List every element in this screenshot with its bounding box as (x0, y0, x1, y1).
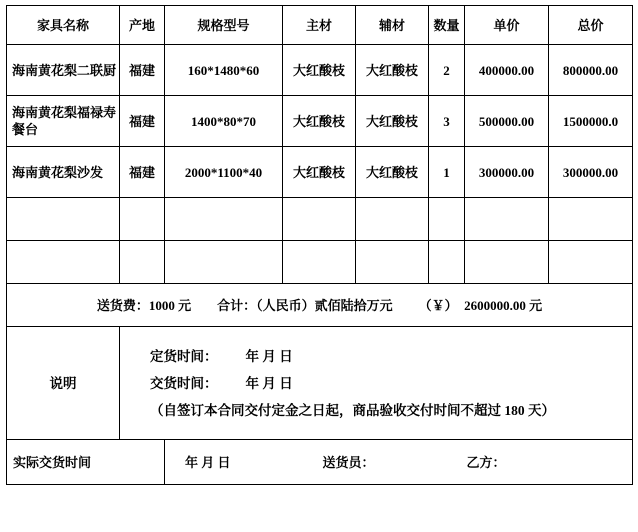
cell-price (465, 198, 549, 241)
note-label: 说明 (7, 327, 120, 440)
cell-total: 1500000.0 (549, 96, 633, 147)
cell-spec (165, 198, 283, 241)
table-row (7, 45, 633, 96)
cell-price: 500000.00 (465, 96, 549, 147)
column-header-name: 家具名称 (7, 6, 120, 45)
cell-qty: 2 (429, 45, 465, 96)
cell-material: 大红酸枝 (283, 147, 356, 198)
cell-submaterial: 大红酸枝 (356, 96, 429, 147)
column-header-total: 总价 (549, 6, 633, 45)
note-body (120, 327, 633, 440)
cell-total: 800000.00 (549, 45, 633, 96)
cell-origin: 福建 (120, 96, 165, 147)
column-header-origin: 产地 (120, 6, 165, 45)
cell-origin: 福建 (120, 147, 165, 198)
cell-material: 大红酸枝 (283, 45, 356, 96)
order-form-sheet (0, 5, 638, 532)
cell-origin: 福建 (120, 45, 165, 96)
column-header-material: 主材 (283, 6, 356, 45)
sum-label: 合计：（人民币） (217, 297, 315, 313)
order-time-value: 年 月 日 (245, 348, 293, 364)
deliver-time-label: 交货时间： (150, 375, 218, 391)
table-row (7, 96, 633, 147)
cell-qty: 1 (429, 147, 465, 198)
cell-submaterial (356, 241, 429, 284)
cell-qty: 3 (429, 96, 465, 147)
currency-symbol: （￥） (418, 297, 458, 313)
cell-material (283, 241, 356, 284)
delivery-fee-label: 送货费： (96, 297, 149, 313)
actual-delivery-row (7, 440, 633, 485)
party-b-label: 乙方： (466, 454, 506, 470)
cell-submaterial: 大红酸枝 (356, 45, 429, 96)
cell-spec: 160*1480*60 (165, 45, 283, 96)
cell-submaterial: 大红酸枝 (356, 147, 429, 198)
column-header-qty: 数量 (429, 6, 465, 45)
courier-label: 送货员： (322, 454, 375, 470)
furniture-order-table (6, 5, 633, 485)
sum-amount: 2600000.00 元 (464, 297, 543, 313)
deliver-time-line (128, 370, 626, 397)
column-header-spec: 规格型号 (165, 6, 283, 45)
fee-summary-row (7, 284, 633, 327)
cell-spec: 2000*1100*40 (165, 147, 283, 198)
cell-price: 300000.00 (465, 147, 549, 198)
clause-line (128, 397, 626, 424)
cell-name (7, 241, 120, 284)
column-header-price: 单价 (465, 6, 549, 45)
table-row-empty (7, 198, 633, 241)
actual-date-value: 年 月 日 (185, 454, 231, 470)
deliver-time-value: 年 月 日 (245, 375, 293, 391)
table-row (7, 147, 633, 198)
table-header-row (7, 6, 633, 45)
delivery-fee-value: 1000 元 (148, 297, 192, 313)
order-time-line (128, 343, 626, 370)
cell-spec (165, 241, 283, 284)
cell-qty (429, 241, 465, 284)
actual-delivery-label: 实际交货时间 (7, 440, 165, 485)
order-time-label: 定货时间： (150, 348, 218, 364)
cell-total (549, 241, 633, 284)
cell-total (549, 198, 633, 241)
cell-total: 300000.00 (549, 147, 633, 198)
column-header-submaterial: 辅材 (356, 6, 429, 45)
clause-text: （自签订本合同交付定金之日起，商品验收交付时间不超过 180 天） (150, 402, 555, 418)
cell-name: 海南黄花梨福禄寿餐台 (7, 96, 120, 147)
cell-name: 海南黄花梨沙发 (7, 147, 120, 198)
cell-qty (429, 198, 465, 241)
fee-summary-cell (7, 284, 633, 327)
note-row (7, 327, 633, 440)
cell-origin (120, 241, 165, 284)
cell-price: 400000.00 (465, 45, 549, 96)
cell-submaterial (356, 198, 429, 241)
cell-material: 大红酸枝 (283, 96, 356, 147)
table-row-empty (7, 241, 633, 284)
cell-material (283, 198, 356, 241)
cell-price (465, 241, 549, 284)
actual-delivery-body (165, 440, 633, 485)
cell-name: 海南黄花梨二联厨 (7, 45, 120, 96)
cell-name (7, 198, 120, 241)
cell-origin (120, 198, 165, 241)
cell-spec: 1400*80*70 (165, 96, 283, 147)
sum-text: 贰佰陆拾万元 (314, 297, 393, 313)
